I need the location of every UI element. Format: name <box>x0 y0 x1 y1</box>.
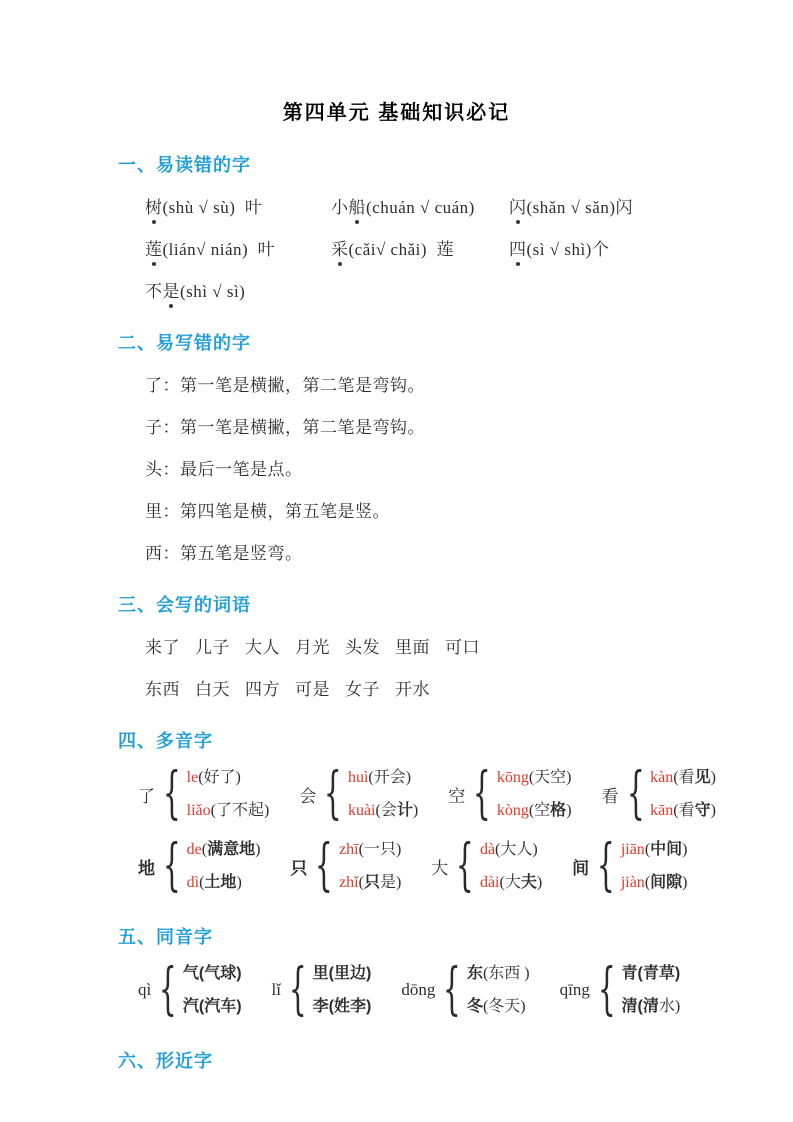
text-segment: ( <box>358 873 364 891</box>
group-lines <box>467 961 530 1020</box>
text-segment: ( <box>644 840 651 858</box>
text-segment: 计 <box>396 801 413 819</box>
section-heading-2: 二、易写错的字 <box>118 333 251 353</box>
text-segment: (看 <box>673 801 695 819</box>
text-segment: 是 <box>162 282 180 301</box>
text-segment: 了 <box>138 786 155 806</box>
pinyin-text: dài <box>479 873 500 891</box>
text-segment: 只 <box>363 873 380 891</box>
text-segment: 夫 <box>520 873 537 891</box>
text-segment: 是) <box>379 873 402 891</box>
group-lines <box>183 961 242 1020</box>
group-lead <box>138 854 155 879</box>
text-segment: qì <box>138 980 152 999</box>
page-title: 第四单元 基础知识必记 <box>282 102 511 124</box>
group-line <box>467 961 530 987</box>
text-segment: 小 <box>331 198 349 217</box>
word-row <box>145 678 793 701</box>
text-segment: (冬天) <box>482 997 526 1015</box>
polyphone-group <box>299 763 418 825</box>
text-segment: 见 <box>694 768 711 786</box>
text-segment: 中间 <box>650 840 683 858</box>
text-segment: (chuán √ cuán) <box>366 198 475 217</box>
homophone-group <box>272 959 372 1021</box>
text-segment: (shì √ sì) <box>180 282 246 301</box>
stroke-note: 里：第四笔是横，第五笔是竖。 <box>145 502 390 521</box>
group-line <box>187 837 261 863</box>
brace-icon: { <box>315 833 334 898</box>
entry <box>509 196 765 219</box>
text-segment: 船 <box>348 198 366 217</box>
text-segment: 四 <box>509 240 527 259</box>
pinyin-text: dì <box>186 873 200 891</box>
group-row <box>138 959 793 1021</box>
word: 可是 <box>295 680 330 699</box>
word: 儿子 <box>195 638 230 657</box>
word: 四方 <box>245 680 280 699</box>
brace-icon: { <box>597 957 616 1022</box>
group-lines <box>497 765 572 824</box>
text-segment: 只 <box>290 858 308 878</box>
pinyin-text: huì <box>347 768 369 786</box>
group-lead <box>572 854 589 879</box>
group-lines <box>313 961 372 1020</box>
word: 开水 <box>395 680 430 699</box>
group-line <box>187 870 261 896</box>
section-heading-6: 六、形近字 <box>118 1051 213 1071</box>
text-segment: (了不起) <box>210 801 270 819</box>
text-segment: 采 <box>331 240 349 259</box>
text-segment: ) <box>236 873 242 891</box>
section-heading-4: 四、多音字 <box>118 731 213 751</box>
text-segment: 莲 <box>145 240 163 259</box>
entry-row <box>145 196 765 219</box>
group-line <box>622 994 681 1020</box>
polyphone-group <box>138 835 260 897</box>
stroke-note: 西：第五笔是竖弯。 <box>145 544 303 563</box>
brace-icon: { <box>324 761 343 826</box>
pinyin-text: kòng <box>496 801 529 819</box>
word: 里面 <box>395 638 430 657</box>
pinyin-text: kuài <box>347 801 376 819</box>
text-segment: ( <box>199 873 205 891</box>
group-line <box>621 870 688 896</box>
entry <box>145 238 331 261</box>
text-segment: dōng <box>401 980 436 999</box>
text-segment: 会 <box>299 786 317 806</box>
group-line <box>622 961 681 987</box>
group-line <box>497 765 572 791</box>
brace-icon: { <box>443 957 462 1022</box>
group-row <box>138 835 793 897</box>
entry <box>331 238 509 261</box>
text-segment: 土地 <box>204 873 237 891</box>
group-line <box>313 961 372 987</box>
section-body-3 <box>0 636 793 701</box>
group-line <box>467 994 530 1020</box>
group-line <box>650 765 716 791</box>
brace-icon: { <box>626 761 645 826</box>
pinyin-text: kōng <box>496 768 529 786</box>
text-segment: (看 <box>673 768 695 786</box>
text-segment: ) <box>682 840 688 858</box>
stroke-note: 了：第一笔是横撇，第二笔是弯钩。 <box>145 376 425 395</box>
text-segment: (空 <box>528 801 551 819</box>
pinyin-text: kàn <box>650 768 674 786</box>
text-segment: (shù √ sù) 叶 <box>162 198 263 217</box>
word: 月光 <box>295 638 330 657</box>
polyphone-group <box>290 835 401 897</box>
word: 白天 <box>195 680 230 699</box>
word-row <box>145 636 793 659</box>
text-segment: (lián√ nián) 叶 <box>162 240 276 259</box>
word: 来了 <box>145 638 180 657</box>
text-segment: ) <box>682 873 688 891</box>
group-lead <box>138 782 155 807</box>
text-segment: ) <box>412 801 419 819</box>
text-segment: 守 <box>694 801 711 819</box>
group-lead <box>138 980 151 1000</box>
pinyin-text: dà <box>479 840 496 858</box>
group-lines <box>480 837 542 896</box>
entry-row <box>145 238 765 261</box>
text-segment: (会 <box>375 801 397 819</box>
section-heading-3: 三、会写的词语 <box>118 595 251 615</box>
text-segment: (好了) <box>198 768 241 786</box>
text-segment: 满意地 <box>207 840 256 858</box>
text-segment: ) <box>536 873 543 891</box>
homophone-group <box>560 959 681 1021</box>
pinyin-text: jiān <box>620 840 645 858</box>
polyphone-group <box>448 763 571 825</box>
text-segment: 清(清 <box>621 997 659 1015</box>
word: 大人 <box>245 638 280 657</box>
group-lead <box>401 980 435 1000</box>
text-segment: ( <box>201 840 208 858</box>
group-line <box>348 765 418 791</box>
text-segment: 空 <box>448 786 466 806</box>
section-body-4 <box>0 763 793 897</box>
group-line <box>187 765 270 791</box>
text-segment: 格 <box>550 801 567 819</box>
text-segment: (大人) <box>495 840 538 858</box>
text-segment: ) <box>710 768 716 786</box>
group-lead <box>448 782 465 807</box>
group-line <box>480 870 542 896</box>
word: 女子 <box>345 680 380 699</box>
brace-icon: { <box>456 833 475 898</box>
text-segment: 汽(汽车) <box>182 997 242 1015</box>
word: 东西 <box>145 680 180 699</box>
group-lines <box>348 765 418 824</box>
brace-icon: { <box>597 833 615 898</box>
text-segment: (sì √ shì)个 <box>526 240 610 259</box>
group-row <box>138 763 793 825</box>
word: 头发 <box>345 638 380 657</box>
section-heading-5: 五、同音字 <box>118 927 213 947</box>
group-lines <box>650 765 716 824</box>
text-segment: qīng <box>559 980 590 999</box>
group-lead <box>290 854 307 879</box>
text-segment: 看 <box>601 786 619 806</box>
group-lines <box>622 961 681 1020</box>
brace-icon: { <box>288 957 307 1022</box>
brace-icon: { <box>162 761 181 826</box>
group-line <box>313 994 372 1020</box>
entry <box>331 196 509 219</box>
text-segment: 不 <box>145 282 163 301</box>
group-line <box>497 798 572 824</box>
text-segment: 大 <box>431 858 449 878</box>
group-line <box>183 961 242 987</box>
section-body-1 <box>0 196 793 303</box>
text-segment: (东西 ) <box>482 964 530 982</box>
group-lines <box>621 837 688 896</box>
group-lead <box>299 782 316 807</box>
text-segment: 里(里边) <box>312 964 372 982</box>
group-lines <box>339 837 401 896</box>
polyphone-group <box>431 835 542 897</box>
pinyin-text: zhǐ <box>339 873 359 891</box>
text-segment: 青(青草) <box>621 964 681 982</box>
text-segment: lǐ <box>271 980 281 999</box>
text-segment: (shǎn √ sǎn)闪 <box>526 198 633 217</box>
text-segment: (天空) <box>528 768 572 786</box>
group-line <box>348 798 418 824</box>
text-segment: (一只) <box>358 840 402 858</box>
text-segment: 树 <box>145 198 163 217</box>
pinyin-text: kān <box>650 801 674 819</box>
entry <box>509 238 765 261</box>
entry <box>145 280 331 303</box>
text-segment: 间 <box>572 858 590 878</box>
text-segment: ) <box>566 801 572 819</box>
pinyin-text: zhī <box>339 840 359 858</box>
entry <box>145 196 331 219</box>
text-segment: ) <box>255 840 261 858</box>
pinyin-text: de <box>186 840 202 858</box>
group-lead <box>602 782 619 807</box>
group-lead <box>431 854 448 879</box>
section-body-2 <box>0 374 793 565</box>
text-segment: 冬 <box>466 997 483 1015</box>
text-segment: 闪 <box>509 198 527 217</box>
group-line <box>339 837 401 863</box>
text-segment: (大 <box>499 873 521 891</box>
pinyin-text: le <box>186 768 199 786</box>
pinyin-text: liǎo <box>186 801 211 819</box>
entry-row <box>145 280 765 303</box>
group-lead <box>560 980 590 1000</box>
group-line <box>480 837 542 863</box>
text-segment: 地 <box>138 858 155 878</box>
section-heading-1: 一、易读错的字 <box>118 155 251 175</box>
group-lines <box>187 765 270 824</box>
word: 可口 <box>445 638 480 657</box>
stroke-note: 子：第一笔是横撇，第二笔是弯钩。 <box>145 418 425 437</box>
homophone-group <box>138 959 242 1021</box>
group-line <box>183 994 242 1020</box>
group-line <box>339 870 401 896</box>
pinyin-text: jiàn <box>620 873 645 891</box>
brace-icon: { <box>473 761 491 826</box>
group-line <box>187 798 270 824</box>
text-segment: (开会) <box>368 768 412 786</box>
polyphone-group <box>138 763 269 825</box>
group-lines <box>187 837 261 896</box>
text-segment: 李(姓李) <box>312 997 372 1015</box>
brace-icon: { <box>159 957 177 1022</box>
group-line <box>650 798 716 824</box>
group-lead <box>272 980 281 1000</box>
section-body-5 <box>0 959 793 1021</box>
text-segment: (cǎi√ chǎi) 莲 <box>348 240 455 259</box>
text-segment: ) <box>710 801 716 819</box>
polyphone-group <box>572 835 687 897</box>
text-segment: 东 <box>466 964 483 982</box>
text-segment: 水) <box>658 997 681 1015</box>
text-segment: ( <box>644 873 651 891</box>
text-segment: 间隙 <box>650 873 683 891</box>
stroke-note: 头：最后一笔是点。 <box>145 460 303 479</box>
homophone-group <box>401 959 529 1021</box>
text-segment: 气(气球) <box>182 964 242 982</box>
brace-icon: { <box>162 833 181 898</box>
group-line <box>621 837 688 863</box>
polyphone-group <box>602 763 716 825</box>
